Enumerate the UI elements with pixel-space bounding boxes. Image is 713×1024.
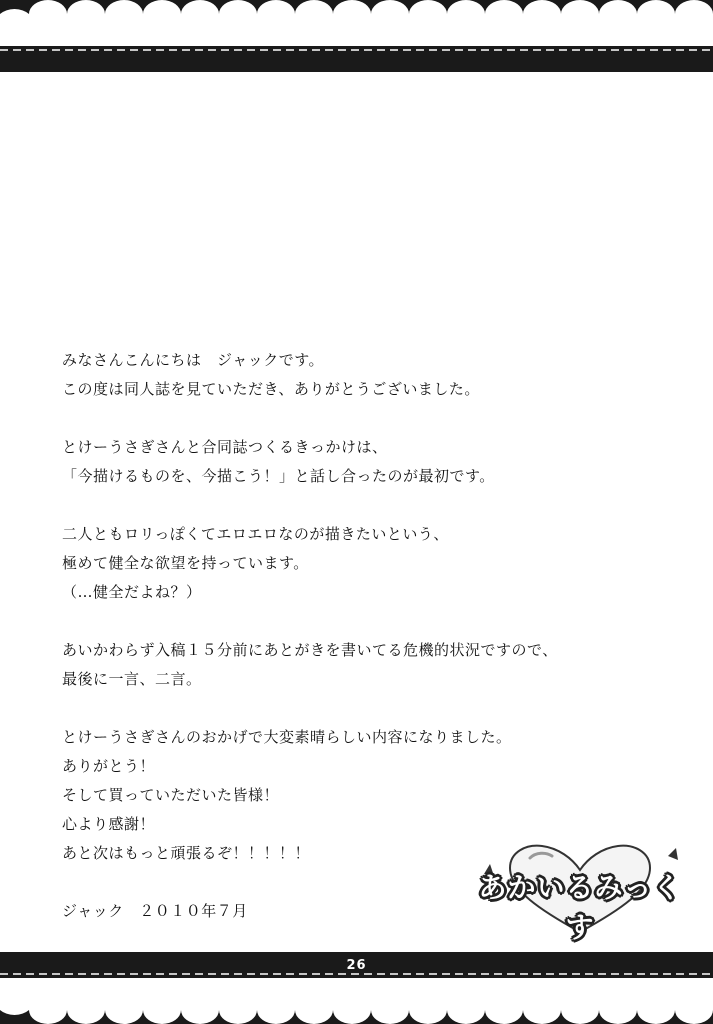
top-lace-band	[0, 0, 713, 72]
flower-dot	[53, 1005, 61, 1012]
text-line: みなさんこんにちは ジャックです。	[62, 351, 325, 369]
flower-dot	[281, 13, 289, 20]
paragraph-4	[62, 636, 662, 694]
text-line: とけーうさぎさんと合同誌つくるきっかけは、	[62, 438, 388, 456]
flower-dot	[167, 1005, 175, 1012]
flower-dot	[547, 13, 555, 20]
flower-dot	[357, 1005, 365, 1012]
flower-dot	[395, 13, 403, 20]
flower-dot	[243, 13, 251, 20]
flower-dot	[205, 1005, 213, 1012]
signature-line: ジャック ２０１０年７月	[62, 902, 248, 920]
flower-dot	[395, 1005, 403, 1012]
text-line: この度は同人誌を見ていただき、ありがとうございました。	[62, 380, 480, 398]
flower-dot	[243, 1005, 251, 1012]
sparkle-right	[668, 848, 678, 860]
text-line: 極めて健全な欲望を持っています。	[62, 554, 309, 572]
flower-dot	[281, 1005, 289, 1012]
flower-dot	[585, 1005, 593, 1012]
top-lace-graphic	[0, 0, 713, 72]
flower-dot	[509, 1005, 517, 1012]
flower-dot	[585, 13, 593, 20]
paragraph-3	[62, 520, 662, 607]
flower-dot	[699, 1005, 707, 1012]
flower-dot	[129, 13, 137, 20]
flower-dot	[205, 13, 213, 20]
text-line: そして買っていただいた皆様！	[62, 786, 280, 804]
flower-dot	[661, 1005, 669, 1012]
text-line: ありがとう！	[62, 757, 156, 775]
text-line: 最後に一言、二言。	[62, 670, 202, 688]
page-number: 26	[346, 958, 367, 973]
flower-dot	[623, 1005, 631, 1012]
flower-dot	[15, 13, 23, 20]
flower-dot	[471, 13, 479, 20]
text-line: あいかわらず入稿１５分前にあとがきを書いてる危機的状況ですので、	[62, 641, 558, 659]
flower-dot	[91, 1005, 99, 1012]
flower-dot	[15, 1005, 23, 1012]
scallop-edge	[0, 1010, 713, 1024]
flower-dot	[699, 13, 707, 20]
afterword-text	[62, 346, 662, 926]
flower-dot	[167, 13, 175, 20]
text-line: あと次はもっと頑張るぞ！！！！！	[62, 844, 311, 862]
paragraph-2	[62, 433, 662, 491]
scallop-edge	[0, 0, 713, 14]
text-line: 「今描けるものを、今描こう！」と話し合ったのが最初です。	[62, 467, 495, 485]
paragraph-1	[62, 346, 662, 404]
flower-dot	[319, 1005, 327, 1012]
circle-logo	[470, 840, 690, 944]
flower-dot	[319, 13, 327, 20]
text-line: 心より感謝！	[62, 815, 156, 833]
flower-dot	[509, 13, 517, 20]
flower-dot	[471, 1005, 479, 1012]
text-line: 二人ともロリっぽくてエロエロなのが描きたいという、	[62, 525, 449, 543]
flower-dot	[357, 13, 365, 20]
flower-dot	[661, 13, 669, 20]
flower-dot	[623, 13, 631, 20]
text-line: とけーうさぎさんのおかげで大変素晴らしい内容になりました。	[62, 728, 512, 746]
flower-dot	[53, 13, 61, 20]
flower-dot	[129, 1005, 137, 1012]
flower-dot	[91, 13, 99, 20]
logo-text: あかいるみっくす	[478, 871, 682, 944]
text-line: （…健全だよね？）	[62, 583, 202, 601]
flower-dot	[547, 1005, 555, 1012]
flower-dot	[433, 13, 441, 20]
flower-dot	[433, 1005, 441, 1012]
